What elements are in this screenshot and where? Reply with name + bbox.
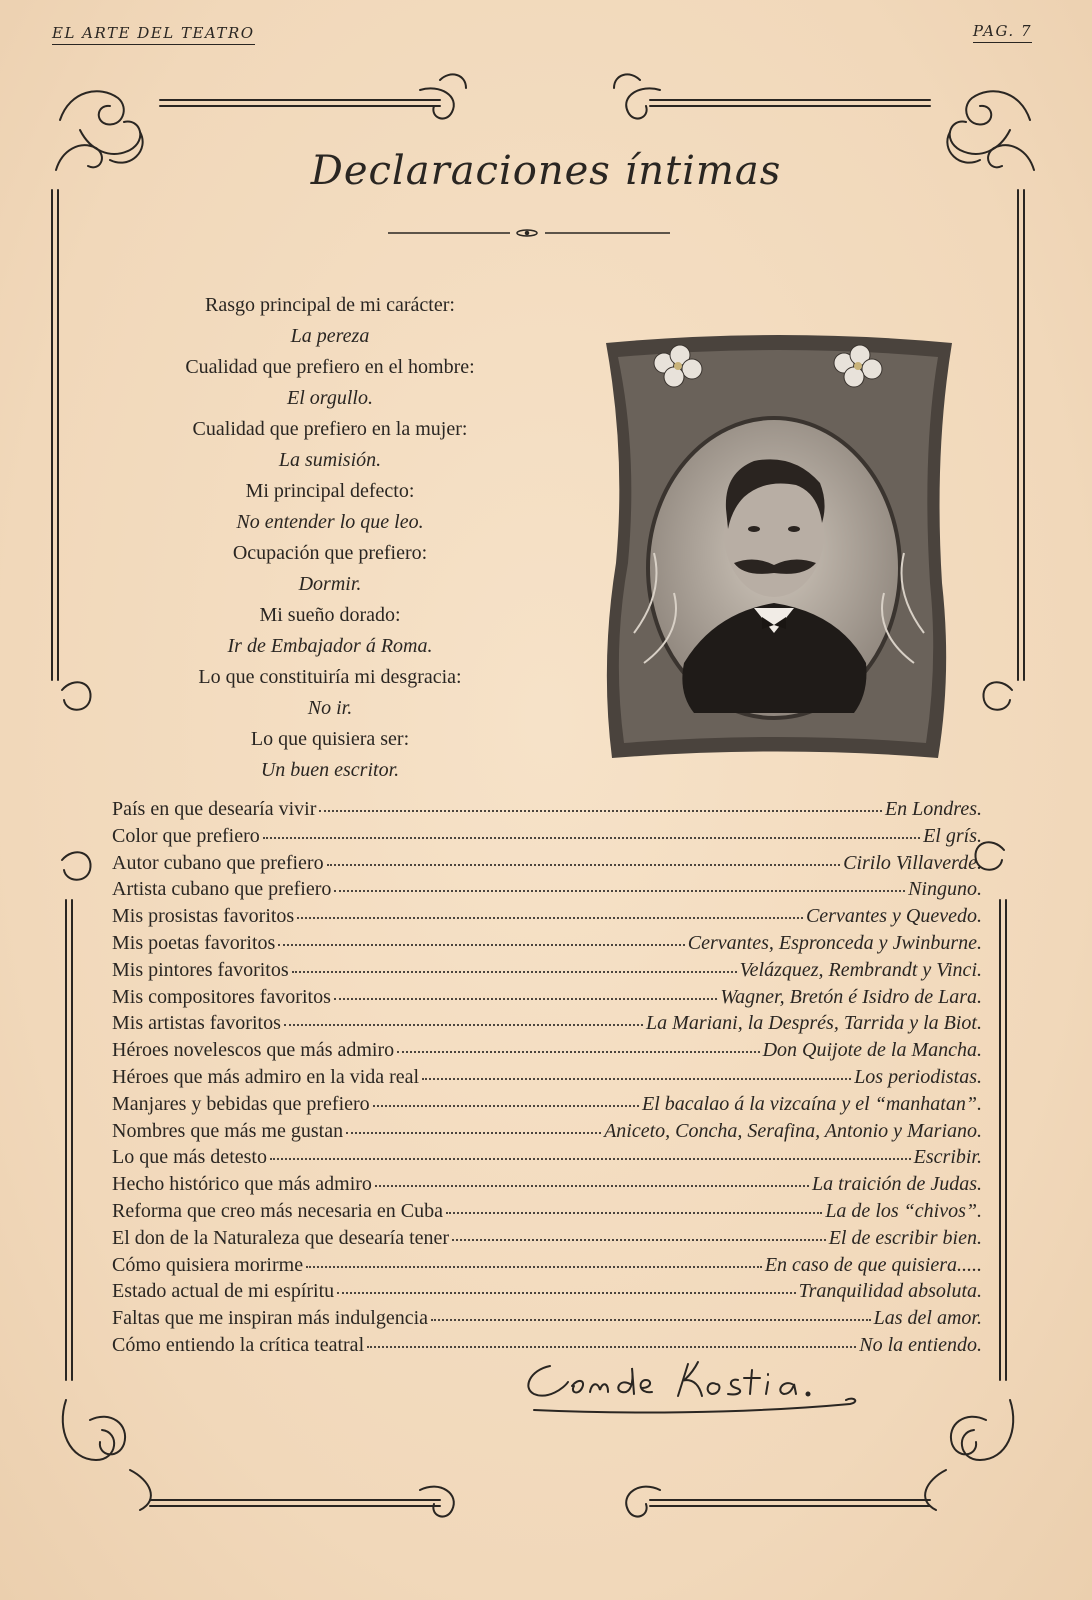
item-label: Lo que más detesto — [112, 1146, 267, 1169]
dot-leader — [270, 1144, 911, 1160]
item-value: Las del amor. — [873, 1307, 982, 1330]
page-number: PAG. 7 — [973, 22, 1032, 43]
dot-leader — [367, 1332, 856, 1348]
item-value: No la entiendo. — [859, 1333, 982, 1356]
dot-leader — [375, 1171, 809, 1187]
item-value: En caso de que quisiera..... — [764, 1253, 982, 1276]
list-item — [112, 905, 982, 932]
list-item — [112, 1307, 982, 1334]
list-item — [112, 852, 982, 879]
answer: Dormir. — [298, 573, 362, 595]
item-value: El bacalao á la vizcaína y el “manhatan”. — [642, 1092, 982, 1115]
dot-leader — [297, 903, 803, 919]
dot-leader — [284, 1010, 643, 1026]
list-item — [112, 1254, 982, 1281]
answer: Un buen escritor. — [260, 759, 400, 781]
item-value: Los periodistas. — [854, 1065, 982, 1088]
item-value: Ninguno. — [908, 878, 982, 901]
list-item — [112, 798, 982, 825]
list-item — [112, 1200, 982, 1227]
publication-name: EL ARTE DEL TEATRO — [52, 24, 255, 45]
answer: La pereza — [290, 325, 370, 347]
handwritten-signature — [520, 1348, 860, 1428]
dot-leader — [397, 1037, 759, 1053]
item-value: Cervantes y Quevedo. — [805, 905, 982, 928]
list-item — [112, 1120, 982, 1147]
question: Mi principal defecto: — [245, 480, 415, 502]
list-item — [112, 878, 982, 905]
item-label: Estado actual de mi espíritu — [112, 1280, 335, 1303]
question: Lo que constituiría mi desgracia: — [198, 666, 462, 688]
item-label: Mis poetas favoritos — [112, 931, 276, 954]
question: Cualidad que prefiero en el hombre: — [185, 356, 475, 378]
qa-item — [120, 476, 540, 538]
item-label: Mis compositores favoritos — [112, 985, 331, 1008]
item-value: Velázquez, Rembrandt y Vinci. — [739, 958, 982, 981]
item-label: Nombres que más me gustan — [112, 1119, 344, 1142]
item-label: Cómo quisiera morirme — [112, 1253, 304, 1276]
item-label: Mis artistas favoritos — [112, 1012, 281, 1035]
preferences-list — [112, 798, 982, 1361]
item-value: Don Quijote de la Mancha. — [762, 1039, 982, 1062]
item-label: Color que prefiero — [112, 824, 260, 847]
item-value: Escribir. — [913, 1146, 982, 1169]
dot-leader — [292, 957, 737, 973]
item-value: Wagner, Bretón é Isidro de Lara. — [720, 985, 982, 1008]
list-item — [112, 825, 982, 852]
item-label: Mis prosistas favoritos — [112, 905, 295, 928]
answer: El orgullo. — [287, 387, 373, 409]
questionnaire — [120, 290, 540, 786]
dot-leader — [319, 796, 882, 812]
answer: La sumisión. — [278, 449, 382, 471]
item-value: Cervantes, Espronceda y Jwinburne. — [687, 931, 982, 954]
dot-leader — [306, 1252, 762, 1268]
qa-item — [120, 538, 540, 600]
list-item — [112, 1173, 982, 1200]
item-label: Mis pintores favoritos — [112, 958, 289, 981]
item-label: Manjares y bebidas que prefiero — [112, 1092, 370, 1115]
list-item — [112, 1093, 982, 1120]
qa-item — [120, 724, 540, 786]
dot-leader — [337, 1278, 795, 1294]
item-value: La de los “chivos”. — [825, 1199, 982, 1222]
item-value: Cirilo Villaverde. — [843, 851, 982, 874]
list-item — [112, 1012, 982, 1039]
item-label: Héroes que más admiro en la vida real — [112, 1065, 420, 1088]
item-value: El de escribir bien. — [828, 1226, 982, 1249]
question: Mi sueño dorado: — [259, 604, 401, 626]
dot-leader — [431, 1305, 871, 1321]
dot-leader — [452, 1225, 826, 1241]
dot-leader — [334, 984, 717, 1000]
question: Rasgo principal de mi carácter: — [205, 294, 455, 316]
list-item — [112, 1280, 982, 1307]
qa-item — [120, 600, 540, 662]
dot-leader — [422, 1064, 851, 1080]
item-label: Reforma que creo más necesaria en Cuba — [112, 1199, 443, 1222]
item-value: En Londres. — [884, 798, 982, 820]
list-item — [112, 986, 982, 1013]
list-item — [112, 1039, 982, 1066]
item-label: Faltas que me inspiran más indulgencia — [112, 1307, 429, 1330]
item-label: Cómo entiendo la crítica teatral — [112, 1333, 365, 1356]
list-item — [112, 959, 982, 986]
item-label: Hecho histórico que más admiro — [112, 1173, 372, 1196]
dot-leader — [373, 1091, 639, 1107]
question: Ocupación que prefiero: — [232, 542, 428, 564]
item-value: Aniceto, Concha, Serafina, Antonio y Mariano. — [604, 1119, 982, 1142]
item-value: La Mariani, la Després, Tarrida y la Biot. — [646, 1012, 982, 1035]
question: Lo que quisiera ser: — [250, 728, 410, 750]
answer: No ir. — [307, 697, 353, 719]
item-value: La traición de Judas. — [812, 1173, 982, 1196]
item-label: Artista cubano que prefiero — [112, 878, 332, 901]
dot-leader — [446, 1198, 822, 1214]
dot-leader — [334, 876, 905, 892]
answer: Ir de Embajador á Roma. — [227, 635, 433, 657]
dot-leader — [263, 823, 920, 839]
item-value: El grís. — [923, 824, 982, 847]
item-label: Autor cubano que prefiero — [112, 851, 324, 874]
qa-item — [120, 414, 540, 476]
dot-leader — [346, 1118, 601, 1134]
question: Cualidad que prefiero en la mujer: — [192, 418, 468, 440]
list-item — [112, 1146, 982, 1173]
answer: No entender lo que leo. — [236, 511, 424, 533]
item-value: Tranquilidad absoluta. — [798, 1280, 982, 1303]
qa-item — [120, 290, 540, 352]
item-label: País en que desearía vivir — [112, 798, 317, 820]
portrait-image — [604, 333, 954, 773]
qa-item — [120, 352, 540, 414]
list-item — [112, 1227, 982, 1254]
page-title: Declaraciones íntimas — [310, 148, 782, 194]
qa-item — [120, 662, 540, 724]
item-label: El don de la Naturaleza que desearía tener — [112, 1226, 450, 1249]
item-label: Héroes novelescos que más admiro — [112, 1039, 395, 1062]
dot-leader — [327, 850, 841, 866]
list-item — [112, 1066, 982, 1093]
dot-leader — [278, 930, 684, 946]
list-item — [112, 932, 982, 959]
